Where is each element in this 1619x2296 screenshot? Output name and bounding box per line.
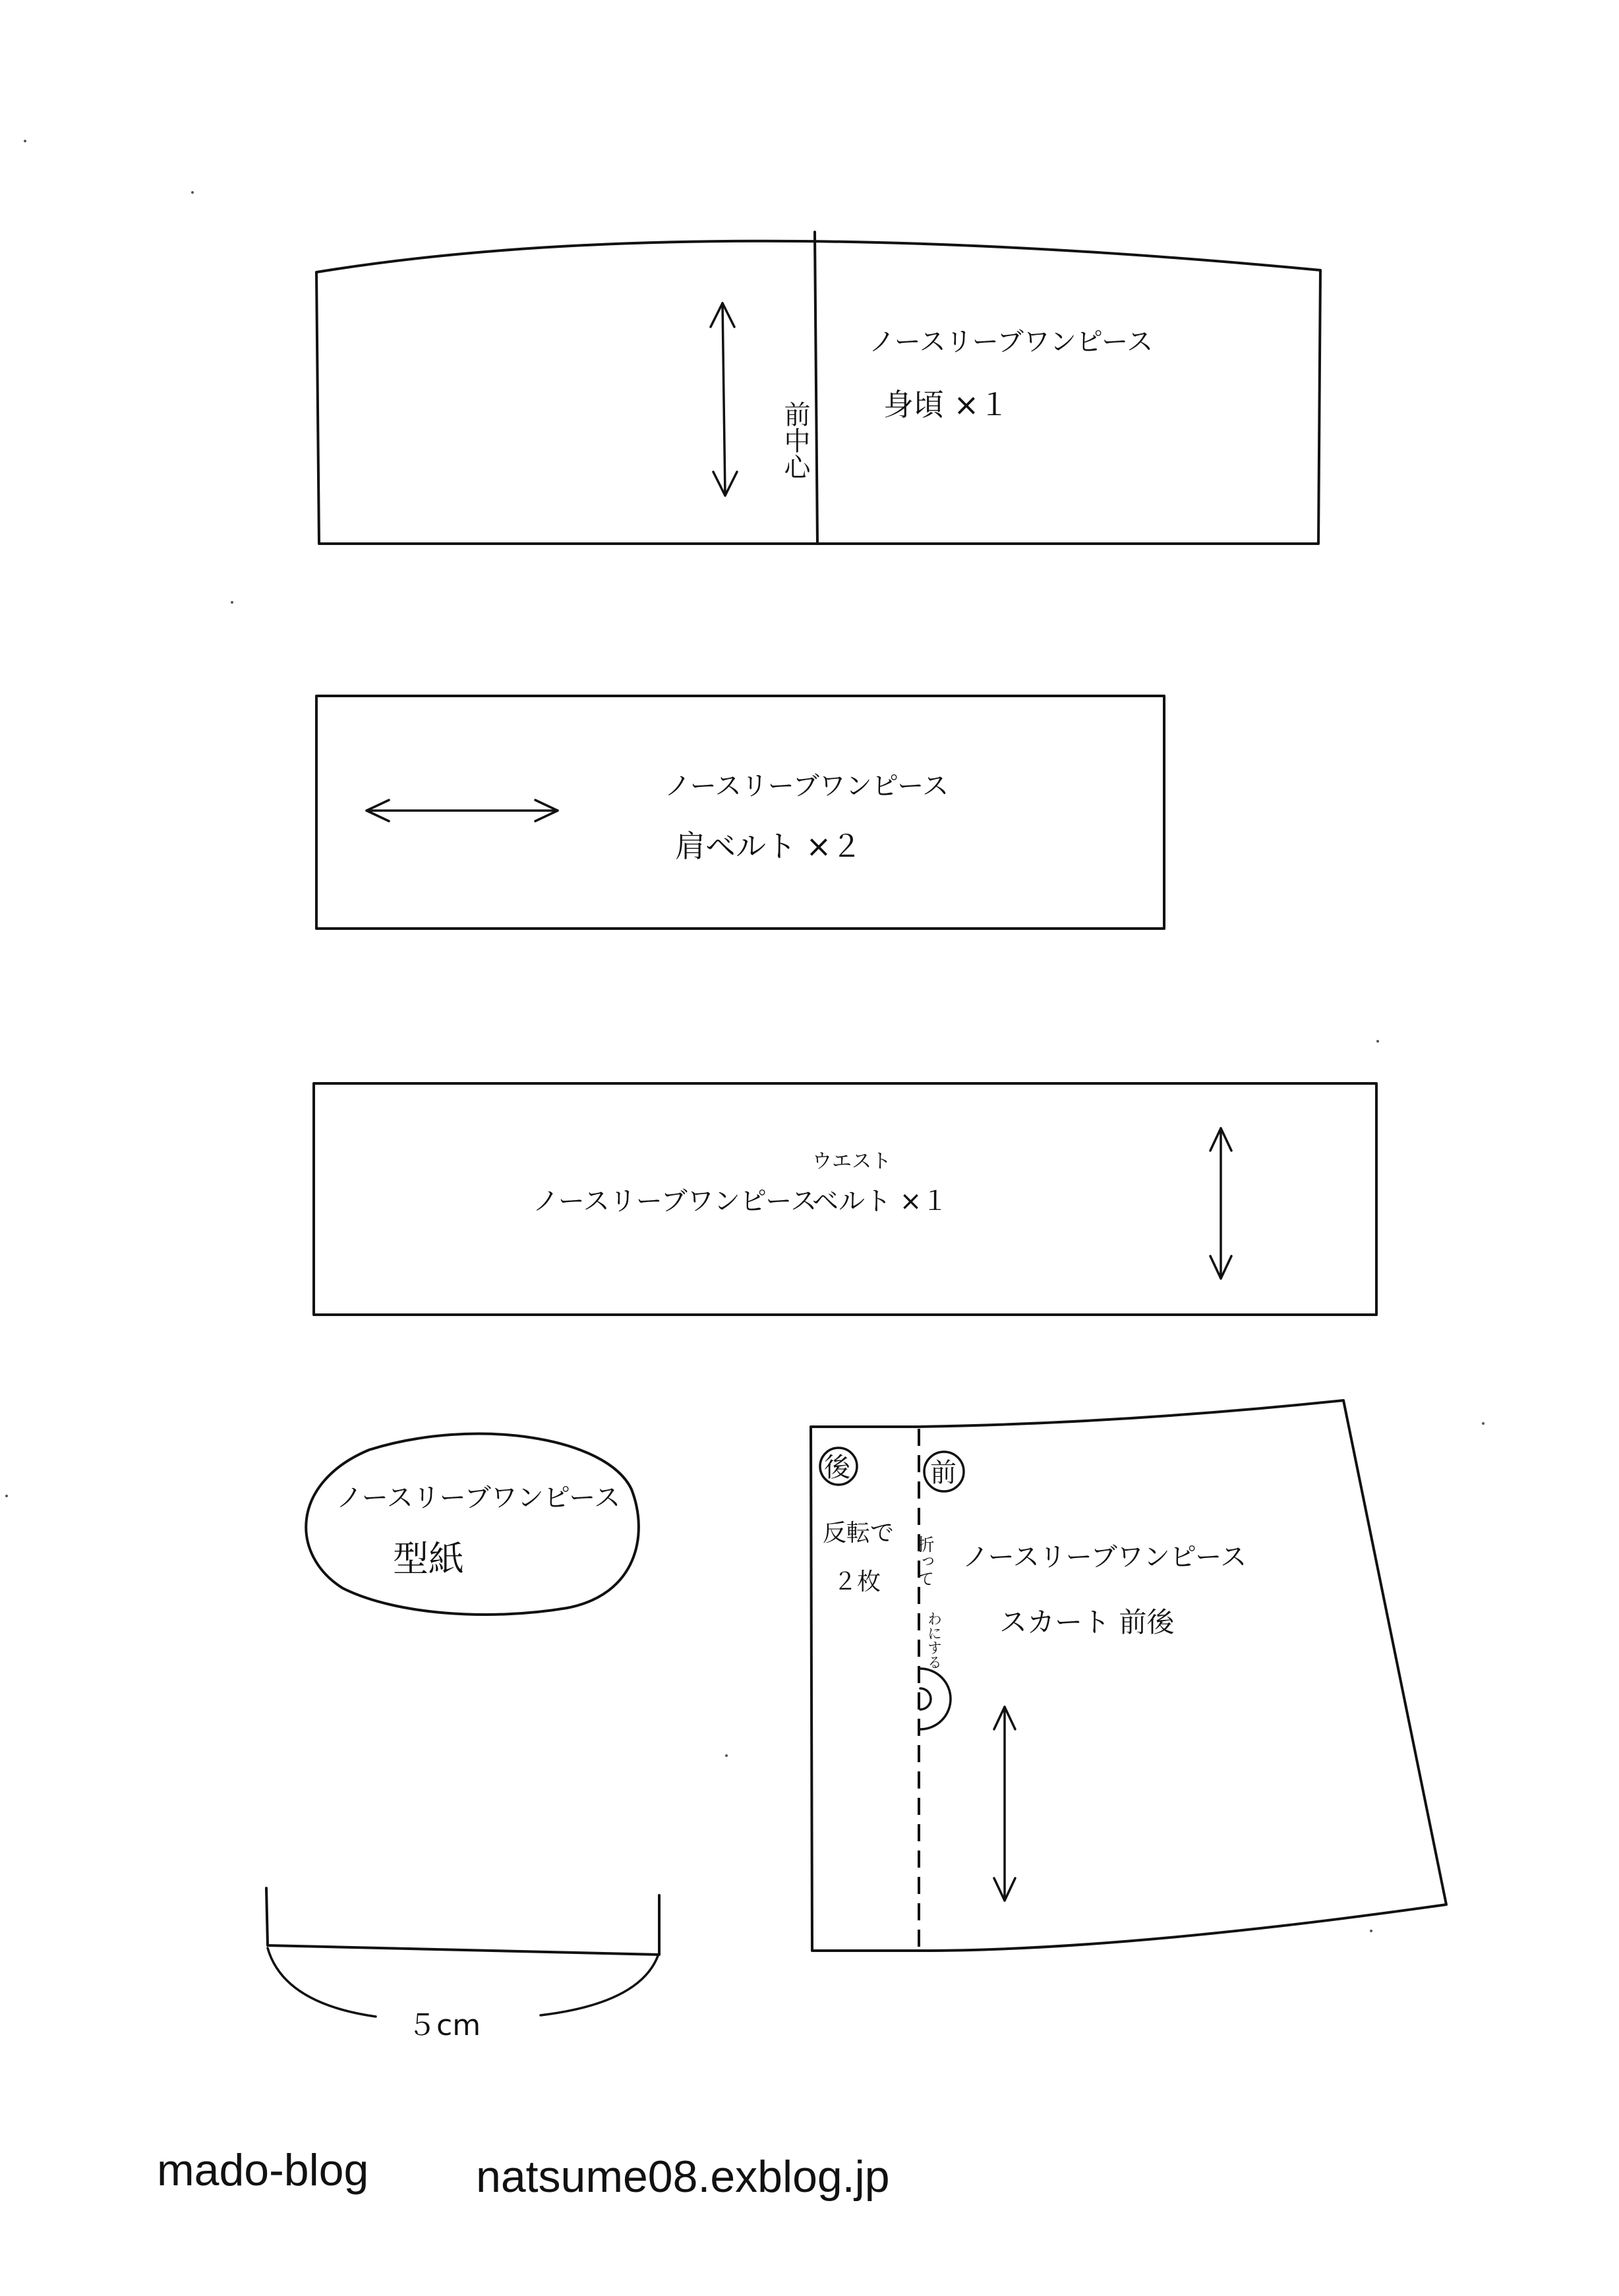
waist-dart-inner [920,1688,931,1709]
grainline-arrow [711,303,737,496]
bodice-pattern-name: ノースリーブワンピース [869,327,1154,357]
skirt-label: スカート 前後 [999,1606,1175,1638]
waist-belt-ruby: ウエスト [812,1150,891,1173]
skirt-outline [811,1400,1446,1951]
waist-dart-mark [920,1669,951,1729]
bodice-center-mark: 前中心 [780,401,810,480]
back-mark [820,1448,857,1485]
skirt-piece [811,1400,1446,1951]
bodice-piece [316,232,1320,544]
shoulder-belt-outline [316,696,1164,929]
title-badge [306,1434,639,1615]
footer-blog-name: mado-blog [157,2145,369,2195]
title-badge-pattern-name: ノースリーブワンピース [336,1483,621,1513]
bodice-label: 身頃 ×１ [883,387,1010,422]
waist-belt-piece [314,1083,1376,1315]
bodice-center-line [815,232,817,544]
skirt-back-note-2: ２枚 [833,1568,881,1595]
shoulder-belt-pattern-name: ノースリーブワンピース [664,771,949,801]
skirt-fold-note-1: 折って [914,1535,934,1587]
shoulder-belt-label: 肩ベルト ×２ [675,828,862,864]
scale-bracket [266,1888,659,1955]
grainline-arrow [1210,1128,1231,1278]
scan-specks [5,140,1485,1932]
grainline-arrow [994,1707,1015,1901]
title-badge-label: 型紙 [393,1538,464,1580]
bodice-outline [316,241,1320,544]
title-badge-outline [306,1434,639,1615]
svg-text:前: 前 [930,1458,957,1488]
front-mark [924,1452,964,1491]
scale-reference [266,1888,659,2042]
skirt-back-note-1: 反転で [823,1520,895,1547]
waist-belt-label: ベルト ×１ [812,1186,949,1217]
skirt-fold-note-2: わにする [925,1611,942,1669]
footer-blog-url: natsume08.exblog.jp [476,2152,890,2202]
waist-belt-pattern-name: ノースリーブワンピース [533,1186,817,1217]
scale-arc-left [268,1948,376,2017]
svg-text:後: 後 [824,1452,850,1483]
grainline-arrow [367,800,558,821]
scale-label: ５cm [407,2009,481,2042]
scale-arc-right [541,1956,658,2015]
skirt-pattern-name: ノースリーブワンピース [962,1542,1247,1572]
shoulder-belt-piece [316,696,1164,929]
